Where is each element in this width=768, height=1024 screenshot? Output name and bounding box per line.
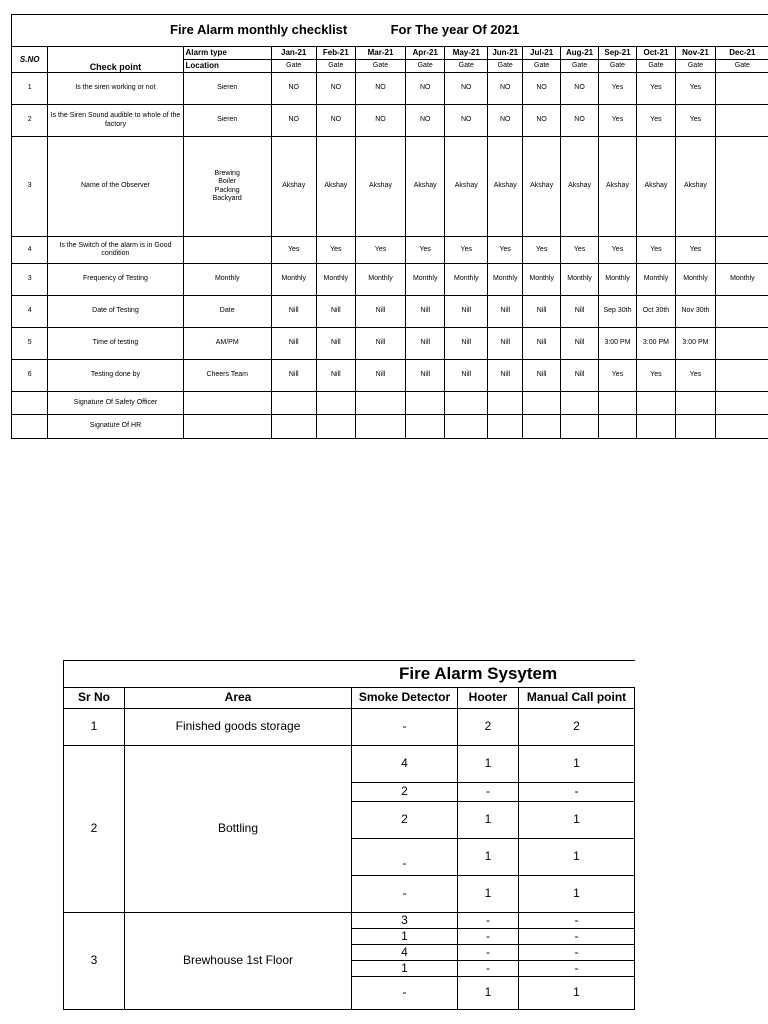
gate-cell: Gate: [636, 60, 676, 73]
manual-call-point-cell: 1: [519, 977, 635, 1010]
month-value-cell: Akshay: [316, 137, 356, 237]
checkpoint-cell: Frequency of Testing: [48, 264, 183, 296]
gate-cell: Gate: [271, 60, 316, 73]
system-title: Fire Alarm Sysytem: [64, 661, 635, 688]
month-value-cell: Monthly: [271, 264, 316, 296]
month-value-cell: [715, 237, 768, 264]
hooter-cell: 1: [458, 839, 519, 876]
month-value-cell: Nill: [523, 360, 560, 392]
month-header: Nov-21: [676, 47, 716, 60]
gate-cell: Gate: [356, 60, 406, 73]
month-value-cell: Monthly: [599, 264, 636, 296]
monthly-checklist-table: [11, 14, 768, 439]
month-value-cell: Nill: [405, 328, 445, 360]
month-value-cell: Akshay: [405, 137, 445, 237]
hooter-header: Hooter: [458, 688, 519, 709]
month-value-cell: [715, 105, 768, 137]
fire-alarm-system-table: [63, 660, 635, 1010]
month-value-cell: Yes: [599, 73, 636, 105]
manual-call-point-cell: -: [519, 961, 635, 977]
month-header: Mar-21: [356, 47, 406, 60]
hooter-cell: -: [458, 961, 519, 977]
month-value-cell: Akshay: [560, 137, 598, 237]
checkpoint-cell: Is the Siren Sound audible to whole of the factory: [48, 105, 183, 137]
month-value-cell: Nill: [488, 296, 523, 328]
month-value-cell: Yes: [356, 237, 406, 264]
empty-cell: [12, 415, 48, 439]
month-value-cell: NO: [523, 105, 560, 137]
month-value-cell: [715, 137, 768, 237]
sno-header: S.NO: [12, 47, 48, 73]
month-value-cell: Yes: [636, 73, 676, 105]
smoke-detector-cell: 3: [352, 913, 458, 929]
month-value-cell: [715, 296, 768, 328]
sr-no-cell: 1: [64, 709, 125, 746]
checkpoint-cell: Time of testing: [48, 328, 183, 360]
month-value-cell: Nill: [523, 296, 560, 328]
month-value-cell: Akshay: [523, 137, 560, 237]
checklist-row: [12, 264, 768, 296]
manual-call-point-cell: 2: [519, 709, 635, 746]
month-value-cell: Monthly: [636, 264, 676, 296]
month-value-cell: Yes: [488, 237, 523, 264]
month-value-cell: Nill: [405, 360, 445, 392]
manual-call-point-cell: -: [519, 929, 635, 945]
month-header: Aug-21: [560, 47, 598, 60]
month-value-cell: NO: [405, 73, 445, 105]
month-value-cell: Yes: [316, 237, 356, 264]
alarm-type-header: Alarm type: [183, 47, 271, 60]
month-header: Feb-21: [316, 47, 356, 60]
month-value-cell: Sep 30th: [599, 296, 636, 328]
sno-cell: 6: [12, 360, 48, 392]
month-value-cell: Nill: [316, 296, 356, 328]
manual-call-point-cell: -: [519, 913, 635, 929]
hooter-cell: 1: [458, 802, 519, 839]
checkpoint-cell: Is the Switch of the alarm is in Good condition: [48, 237, 183, 264]
month-value-cell: Yes: [405, 237, 445, 264]
smoke-detector-cell: -: [352, 839, 458, 876]
month-value-cell: NO: [316, 105, 356, 137]
month-value-cell: NO: [356, 105, 406, 137]
month-value-cell: Nill: [560, 296, 598, 328]
sig-safety-label: Signature Of Safety Officer: [48, 392, 183, 415]
manual-call-point-cell: -: [519, 783, 635, 802]
checklist-title: Fire Alarm monthly checklist For The year Of 2021: [12, 15, 768, 47]
month-value-cell: Yes: [599, 237, 636, 264]
month-value-cell: Yes: [523, 237, 560, 264]
month-value-cell: Nill: [271, 296, 316, 328]
area-cell: Brewhouse 1st Floor: [125, 913, 352, 1010]
month-header: May-21: [445, 47, 488, 60]
month-value-cell: 3:00 PM: [636, 328, 676, 360]
sno-cell: 3: [12, 137, 48, 237]
month-value-cell: Yes: [676, 360, 716, 392]
month-value-cell: Akshay: [599, 137, 636, 237]
month-value-cell: NO: [488, 105, 523, 137]
hooter-cell: 1: [458, 746, 519, 783]
smoke-detector-cell: 1: [352, 929, 458, 945]
manual-call-point-cell: 1: [519, 839, 635, 876]
location-cell: Brewing Boiler Packing Backyard: [183, 137, 271, 237]
smoke-detector-cell: 4: [352, 746, 458, 783]
checkpoint-cell: Date of Testing: [48, 296, 183, 328]
hooter-cell: 1: [458, 876, 519, 913]
gate-cell: Gate: [560, 60, 598, 73]
checklist-body: [12, 73, 768, 392]
month-value-cell: Nill: [488, 328, 523, 360]
smoke-detector-cell: -: [352, 977, 458, 1010]
month-value-cell: NO: [523, 73, 560, 105]
month-value-cell: [715, 328, 768, 360]
month-value-cell: Nill: [523, 328, 560, 360]
month-value-cell: Akshay: [356, 137, 406, 237]
month-header: Jun-21: [488, 47, 523, 60]
sno-cell: 1: [12, 73, 48, 105]
month-value-cell: NO: [316, 73, 356, 105]
month-value-cell: Oct 30th: [636, 296, 676, 328]
month-value-cell: Yes: [636, 360, 676, 392]
month-value-cell: Monthly: [560, 264, 598, 296]
month-value-cell: Yes: [676, 105, 716, 137]
month-value-cell: NO: [271, 73, 316, 105]
gate-cell: Gate: [405, 60, 445, 73]
month-value-cell: 3:00 PM: [599, 328, 636, 360]
month-value-cell: Monthly: [445, 264, 488, 296]
hooter-cell: 2: [458, 709, 519, 746]
sig-hr-label: Signature Of HR: [48, 415, 183, 439]
month-value-cell: Nov 30th: [676, 296, 716, 328]
month-value-cell: Yes: [445, 237, 488, 264]
gate-cell: Gate: [599, 60, 636, 73]
month-value-cell: Nill: [271, 360, 316, 392]
month-value-cell: NO: [445, 105, 488, 137]
manual-call-point-cell: 1: [519, 802, 635, 839]
manual-call-point-header: Manual Call point: [519, 688, 635, 709]
month-value-cell: Akshay: [636, 137, 676, 237]
month-value-cell: Nill: [356, 296, 406, 328]
month-value-cell: NO: [488, 73, 523, 105]
gate-cell: Gate: [488, 60, 523, 73]
smoke-detector-cell: -: [352, 709, 458, 746]
month-value-cell: NO: [271, 105, 316, 137]
month-value-cell: NO: [356, 73, 406, 105]
gate-cell: Gate: [715, 60, 768, 73]
location-cell: Monthly: [183, 264, 271, 296]
sno-cell: 4: [12, 296, 48, 328]
month-header: Jan-21: [271, 47, 316, 60]
month-value-cell: Yes: [676, 73, 716, 105]
month-value-cell: Monthly: [356, 264, 406, 296]
checklist-row: [12, 137, 768, 237]
manual-call-point-cell: 1: [519, 746, 635, 783]
location-header: Location: [183, 60, 271, 73]
month-value-cell: Monthly: [405, 264, 445, 296]
hooter-cell: -: [458, 783, 519, 802]
empty-cell: [183, 415, 271, 439]
sr-no-cell: 3: [64, 913, 125, 1010]
hooter-cell: -: [458, 913, 519, 929]
sno-cell: 5: [12, 328, 48, 360]
gate-cell: Gate: [523, 60, 560, 73]
smoke-detector-cell: 2: [352, 802, 458, 839]
area-cell: Finished goods storage: [125, 709, 352, 746]
month-value-cell: Yes: [271, 237, 316, 264]
month-value-cell: Yes: [676, 237, 716, 264]
month-header: Dec-21: [715, 47, 768, 60]
month-value-cell: Nill: [405, 296, 445, 328]
location-cell: Sieren: [183, 105, 271, 137]
manual-call-point-cell: -: [519, 945, 635, 961]
checkpoint-cell: Testing done by: [48, 360, 183, 392]
month-value-cell: [715, 73, 768, 105]
month-value-cell: NO: [445, 73, 488, 105]
month-value-cell: Monthly: [523, 264, 560, 296]
month-value-cell: Monthly: [488, 264, 523, 296]
manual-call-point-cell: 1: [519, 876, 635, 913]
sr-no-header: Sr No: [64, 688, 125, 709]
month-value-cell: Nill: [560, 360, 598, 392]
checklist-row: [12, 73, 768, 105]
location-cell: AM/PM: [183, 328, 271, 360]
hooter-cell: 1: [458, 977, 519, 1010]
month-value-cell: Monthly: [715, 264, 768, 296]
month-header: Jul-21: [523, 47, 560, 60]
month-value-cell: Nill: [356, 360, 406, 392]
month-value-cell: Nill: [445, 360, 488, 392]
month-value-cell: NO: [405, 105, 445, 137]
month-value-cell: Nill: [316, 328, 356, 360]
month-value-cell: NO: [560, 73, 598, 105]
area-cell: Bottling: [125, 746, 352, 913]
month-value-cell: [715, 360, 768, 392]
month-value-cell: Akshay: [488, 137, 523, 237]
sno-cell: 3: [12, 264, 48, 296]
gate-cell: Gate: [316, 60, 356, 73]
checklist-row: [12, 360, 768, 392]
sno-cell: 4: [12, 237, 48, 264]
checkpoint-header: Check point: [48, 47, 183, 73]
area-header: Area: [125, 688, 352, 709]
empty-cell: [12, 392, 48, 415]
month-value-cell: Yes: [636, 237, 676, 264]
month-value-cell: Yes: [599, 360, 636, 392]
checklist-year: For The year Of 2021: [390, 22, 520, 38]
hooter-cell: -: [458, 929, 519, 945]
month-value-cell: Nill: [271, 328, 316, 360]
sr-no-cell: 2: [64, 746, 125, 913]
gate-cell: Gate: [445, 60, 488, 73]
month-value-cell: Nill: [445, 328, 488, 360]
month-value-cell: Nill: [560, 328, 598, 360]
month-value-cell: NO: [560, 105, 598, 137]
checkpoint-cell: Name of the Observer: [48, 137, 183, 237]
checklist-row: [12, 237, 768, 264]
location-cell: Cheers Team: [183, 360, 271, 392]
month-value-cell: Nill: [488, 360, 523, 392]
location-cell: [183, 237, 271, 264]
checkpoint-cell: Is the siren working or not: [48, 73, 183, 105]
month-value-cell: Monthly: [676, 264, 716, 296]
smoke-detector-cell: 4: [352, 945, 458, 961]
checklist-row: [12, 296, 768, 328]
checklist-row: [12, 328, 768, 360]
month-value-cell: 3:00 PM: [676, 328, 716, 360]
month-value-cell: Nill: [356, 328, 406, 360]
month-value-cell: Monthly: [316, 264, 356, 296]
checklist-row: [12, 105, 768, 137]
location-cell: Date: [183, 296, 271, 328]
sno-cell: 2: [12, 105, 48, 137]
month-value-cell: Yes: [636, 105, 676, 137]
month-value-cell: Akshay: [271, 137, 316, 237]
month-header: Apr-21: [405, 47, 445, 60]
month-value-cell: Nill: [445, 296, 488, 328]
smoke-detector-header: Smoke Detector: [352, 688, 458, 709]
smoke-detector-cell: 2: [352, 783, 458, 802]
month-header: Sep-21: [599, 47, 636, 60]
month-header: Oct-21: [636, 47, 676, 60]
empty-cell: [183, 392, 271, 415]
location-cell: Sieren: [183, 73, 271, 105]
smoke-detector-cell: 1: [352, 961, 458, 977]
gate-cell: Gate: [676, 60, 716, 73]
month-value-cell: Akshay: [676, 137, 716, 237]
month-value-cell: Yes: [599, 105, 636, 137]
smoke-detector-cell: -: [352, 876, 458, 913]
month-value-cell: Nill: [316, 360, 356, 392]
month-value-cell: Yes: [560, 237, 598, 264]
month-value-cell: Akshay: [445, 137, 488, 237]
hooter-cell: -: [458, 945, 519, 961]
